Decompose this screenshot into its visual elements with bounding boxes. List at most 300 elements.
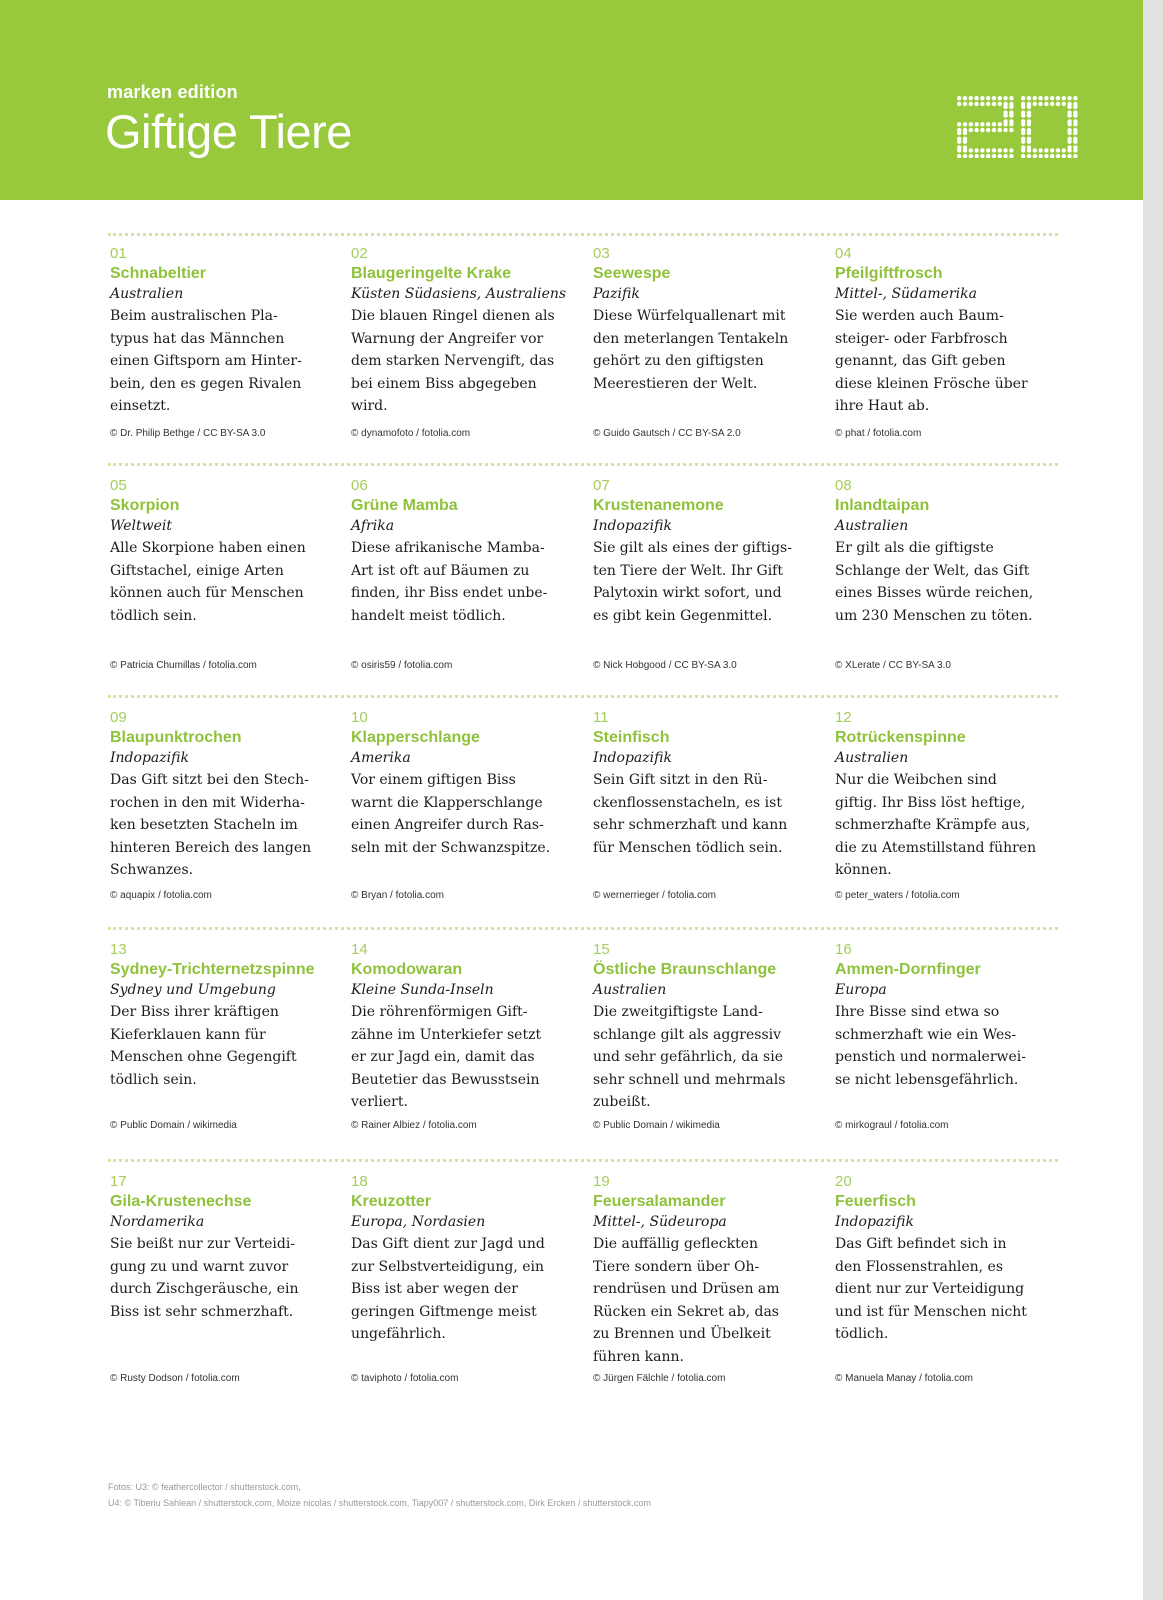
description-line: Das Gift sitzt bei den Stech-	[110, 772, 309, 788]
photo-credit: © Nick Hobgood / CC BY-SA 3.0	[593, 660, 737, 671]
description-line: gehört zu den giftigsten	[593, 353, 764, 369]
number-dot	[1067, 122, 1071, 126]
description-line: seln mit der Schwanzspitze.	[351, 839, 551, 856]
card-number: 11	[593, 709, 609, 726]
number-dot	[957, 140, 961, 144]
number-dot	[1027, 105, 1031, 109]
animal-name: Feuerfisch	[835, 1193, 916, 1210]
animal-region: Indopazifik	[835, 1214, 914, 1230]
page-edge-shadow	[1143, 0, 1163, 1600]
description-line: einsetzt.	[110, 398, 171, 414]
description-line: Beim australischen Pla-	[110, 308, 278, 324]
number-dot	[957, 131, 961, 135]
animal-card	[593, 1173, 831, 1368]
photo-credit: © Rainer Albiez / fotolia.com	[351, 1120, 477, 1131]
number-dot	[1050, 148, 1054, 152]
card-number: 15	[593, 941, 610, 958]
card-number: 20	[835, 1173, 852, 1190]
photo-credit: © Dr. Philip Bethge / CC BY-SA 3.0	[110, 428, 266, 439]
animal-region: Pazifik	[593, 286, 640, 302]
card-number: 06	[351, 477, 368, 494]
card-number: 17	[110, 1173, 127, 1190]
card-number: 03	[593, 245, 610, 262]
card-number: 07	[593, 477, 610, 494]
description-line: schmerzhafte Krämpfe aus,	[835, 817, 1031, 833]
animal-name: Schnabeltier	[110, 265, 207, 282]
animal-name: Gila-Krustenechse	[110, 1193, 252, 1210]
animal-name: Blaupunktrochen	[110, 729, 242, 746]
description-line: es gibt kein Gegenmittel.	[593, 607, 773, 624]
animal-name: Kreuzotter	[351, 1193, 432, 1210]
number-dot	[963, 140, 967, 144]
animal-region: Mittel-, Südeuropa	[593, 1214, 727, 1230]
number-dot	[1003, 96, 1007, 100]
description-line: Palytoxin wirkt sofort, und	[593, 585, 782, 601]
description-line: Er gilt als die giftigste	[835, 540, 994, 556]
description-line: Art ist oft auf Bäumen zu	[351, 562, 530, 579]
number-dot	[969, 122, 973, 126]
animal-card	[351, 709, 589, 859]
animal-region: Europa	[835, 982, 887, 998]
page-title: Giftige Tiere	[105, 105, 352, 158]
number-dot	[980, 148, 984, 152]
photo-credit: © Jürgen Fälchle / fotolia.com	[593, 1373, 726, 1384]
number-dot	[1038, 96, 1042, 100]
animal-card	[835, 941, 1073, 1091]
description-line: Sein Gift sitzt in den Rü-	[593, 772, 768, 788]
description-line: zu Brennen und Übelkeit	[593, 1326, 771, 1342]
number-dot	[1033, 148, 1037, 152]
description-line: zur Selbstverteidigung, ein	[351, 1258, 545, 1275]
number-dot	[1021, 113, 1025, 117]
number-dot	[980, 96, 984, 100]
animal-card	[110, 1173, 348, 1323]
description-line: Der Biss ihrer kräftigen	[110, 1004, 279, 1020]
description-line: diese kleinen Frösche über	[835, 375, 1028, 392]
animal-region: Nordamerika	[110, 1214, 205, 1230]
description-line: Sie beißt nur zur Verteidi-	[110, 1236, 296, 1252]
description-line: tödlich sein.	[110, 607, 197, 624]
description-line: genannt, das Gift geben	[835, 353, 1006, 369]
animal-card	[351, 477, 589, 627]
description-line: sehr schnell und mehrmals	[593, 1071, 786, 1088]
animal-name: Inlandtaipan	[835, 497, 930, 514]
number-dot	[992, 128, 996, 132]
animal-card	[351, 941, 589, 1114]
number-dot	[1009, 154, 1013, 158]
animal-region: Europa, Nordasien	[351, 1214, 486, 1230]
photo-credit: © Manuela Manay / fotolia.com	[835, 1373, 973, 1384]
number-dot	[1073, 113, 1077, 117]
number-dot	[1056, 148, 1060, 152]
animal-region: Australien	[110, 286, 184, 302]
description-line: warnt die Klapperschlange	[351, 794, 543, 811]
card-number: 16	[835, 941, 852, 958]
description-line: Schwanzes.	[110, 862, 194, 878]
animal-region: Australien	[835, 750, 909, 766]
card-number: 08	[835, 477, 852, 494]
description-line: können.	[835, 862, 892, 878]
description-line: und ist für Menschen nicht	[835, 1303, 1027, 1320]
number-dot	[998, 148, 1002, 152]
animal-description	[110, 537, 348, 627]
number-dot	[1027, 113, 1031, 117]
animal-region: Küsten Südasiens, Australiens	[351, 286, 567, 302]
number-dot	[969, 154, 973, 158]
number-dot	[1056, 102, 1060, 106]
number-dot	[1021, 105, 1025, 109]
number-dot	[998, 122, 1002, 126]
animal-region: Afrika	[351, 518, 395, 534]
number-dot	[974, 122, 978, 126]
description-line: tödlich.	[835, 1326, 889, 1342]
description-line: Vor einem giftigen Biss	[351, 772, 516, 788]
description-line: steiger- oder Farbfrosch	[835, 330, 1008, 347]
number-dot	[963, 148, 967, 152]
number-dot	[1050, 96, 1054, 100]
description-line: Ihre Bisse sind etwa so	[835, 1004, 1000, 1020]
description-line: Sie werden auch Baum-	[835, 308, 1004, 324]
number-dot	[980, 128, 984, 132]
animal-description	[110, 769, 348, 882]
photo-credits-line-2: U4: © Tiberiu Sahlean / shutterstock.com, Moize nicolas / shutterstock.com, Tiapy007 / shutterstock.com, Dirk Ercken / shutterstock.com	[108, 1498, 651, 1508]
description-line: rendrüsen und Drüsen am	[593, 1281, 780, 1297]
number-dot	[1027, 148, 1031, 152]
number-dot	[1067, 154, 1071, 158]
number-dot	[1073, 105, 1077, 109]
number-dot	[1062, 102, 1066, 106]
animal-description	[351, 1001, 589, 1114]
animal-card	[835, 1173, 1073, 1346]
photo-credit: © taviphoto / fotolia.com	[351, 1373, 459, 1384]
animal-region: Australien	[593, 982, 667, 998]
number-dot	[986, 154, 990, 158]
description-line: bei einem Biss abgegeben	[351, 375, 537, 392]
number-dot	[1009, 96, 1013, 100]
description-line: schlange gilt als aggressiv	[593, 1026, 782, 1043]
description-line: Biss ist aber wegen der	[351, 1281, 518, 1297]
animal-name: Östliche Braunschlange	[593, 961, 777, 978]
animal-description	[351, 769, 589, 859]
animal-description	[593, 1001, 831, 1114]
number-dot	[1062, 96, 1066, 100]
description-line: um 230 Menschen zu töten.	[835, 607, 1033, 624]
animal-name: Ammen-Dornfinger	[835, 961, 981, 978]
description-line: Giftstachel, einige Arten	[110, 562, 284, 579]
description-line: Rücken ein Sekret ab, das	[593, 1303, 779, 1320]
animal-card	[110, 941, 348, 1091]
number-dot	[974, 148, 978, 152]
photo-credit: © Public Domain / wikimedia	[110, 1120, 237, 1131]
description-line: dient nur zur Verteidigung	[835, 1281, 1025, 1297]
card-number: 14	[351, 941, 368, 958]
animal-description	[835, 537, 1073, 627]
description-line: Schlange der Welt, das Gift	[835, 562, 1030, 579]
description-line: einen Giftsporn am Hinter-	[110, 353, 302, 369]
animal-card	[835, 709, 1073, 882]
description-line: eines Bisses würde reichen,	[835, 585, 1034, 601]
number-dot	[1067, 113, 1071, 117]
number-dot	[1038, 148, 1042, 152]
number-dot	[992, 148, 996, 152]
number-dot	[963, 154, 967, 158]
description-line: Die zweitgiftigste Land-	[593, 1004, 763, 1020]
description-line: Beutetier das Bewusstsein	[351, 1071, 540, 1088]
animal-card	[835, 477, 1073, 627]
animal-region: Weltweit	[110, 518, 173, 534]
number-dot	[963, 102, 967, 106]
animal-description	[593, 305, 831, 395]
number-dot	[980, 102, 984, 106]
number-dot	[992, 154, 996, 158]
number-dot	[1033, 96, 1037, 100]
description-line: typus hat das Männchen	[110, 330, 285, 347]
description-line: durch Zischgeräusche, ein	[110, 1281, 299, 1297]
number-dot	[1056, 96, 1060, 100]
number-dot	[963, 131, 967, 135]
description-line: Nur die Weibchen sind	[835, 772, 997, 788]
description-line: ungefährlich.	[351, 1326, 446, 1342]
animal-region: Amerika	[351, 750, 411, 766]
animal-region: Mittel-, Südamerika	[835, 286, 977, 302]
number-dot	[992, 96, 996, 100]
number-dot	[1062, 154, 1066, 158]
number-dot	[1067, 105, 1071, 109]
description-line: gung zu und warnt zuvor	[110, 1258, 289, 1275]
card-number: 12	[835, 709, 852, 726]
number-dot	[1050, 102, 1054, 106]
number-dot	[957, 154, 961, 158]
number-dot	[1003, 113, 1007, 117]
card-number: 13	[110, 941, 127, 958]
number-dot	[1009, 113, 1013, 117]
description-line: finden, ihr Biss endet unbe-	[351, 585, 548, 601]
number-dot	[992, 102, 996, 106]
animal-name: Blaugeringelte Krake	[351, 265, 512, 282]
number-dot	[998, 102, 1002, 106]
animal-card	[351, 1173, 589, 1346]
animal-name: Komodowaran	[351, 961, 463, 978]
number-dot	[1044, 102, 1048, 106]
photo-credit: © mirkograul / fotolia.com	[835, 1120, 949, 1131]
number-dot	[1073, 148, 1077, 152]
number-dot	[957, 148, 961, 152]
description-line: ckenflossenstacheln, es ist	[593, 794, 782, 811]
description-line: den Flossenstrahlen, es	[835, 1258, 1004, 1275]
photo-credit: © Guido Gautsch / CC BY-SA 2.0	[593, 428, 741, 439]
number-dot	[957, 102, 961, 106]
animal-name: Seewespe	[593, 265, 671, 282]
photo-credit: © XLerate / CC BY-SA 3.0	[835, 660, 951, 671]
animal-name: Sydney-Trichternetzspinne	[110, 961, 315, 978]
number-dot	[1021, 140, 1025, 144]
animal-name: Rotrückenspinne	[835, 729, 966, 746]
animal-card	[835, 245, 1073, 418]
card-number: 01	[110, 245, 127, 262]
description-line: Tiere sondern über Oh-	[593, 1258, 760, 1275]
animal-description	[351, 537, 589, 627]
description-line: einen Angreifer durch Ras-	[351, 817, 544, 833]
description-line: schmerzhaft wie ein Wes-	[835, 1026, 1017, 1043]
number-dot	[1003, 148, 1007, 152]
number-dot	[1073, 122, 1077, 126]
number-dot	[974, 128, 978, 132]
number-dot	[998, 96, 1002, 100]
animal-description	[110, 1001, 348, 1091]
photo-credit: © Public Domain / wikimedia	[593, 1120, 720, 1131]
number-dot	[1073, 96, 1077, 100]
animal-description	[835, 769, 1073, 882]
number-dot	[1073, 140, 1077, 144]
animal-region: Sydney und Umgebung	[110, 982, 276, 998]
description-line: wird.	[351, 398, 388, 414]
number-dot	[957, 96, 961, 100]
number-dot	[969, 102, 973, 106]
description-line: zähne im Unterkiefer setzt	[351, 1026, 542, 1043]
animal-card	[351, 245, 589, 418]
animal-description	[593, 1233, 831, 1368]
number-dot	[1033, 154, 1037, 158]
description-line: Das Gift dient zur Jagd und	[351, 1236, 545, 1252]
description-line: bein, den es gegen Rivalen	[110, 375, 302, 392]
row-separator	[108, 927, 1058, 930]
number-dot	[963, 122, 967, 126]
number-dot	[1067, 131, 1071, 135]
description-line: Menschen ohne Gegengift	[110, 1049, 297, 1065]
number-dot	[986, 148, 990, 152]
number-dot	[1009, 105, 1013, 109]
number-dot	[1027, 154, 1031, 158]
number-dot	[1044, 154, 1048, 158]
number-dot	[1044, 148, 1048, 152]
row-separator	[108, 1159, 1058, 1162]
photo-credit: © wernerrieger / fotolia.com	[593, 890, 716, 901]
description-line: er zur Jagd ein, damit das	[351, 1049, 535, 1065]
animal-name: Pfeilgiftfrosch	[835, 265, 943, 282]
photo-credit: © Patricia Chumillas / fotolia.com	[110, 660, 257, 671]
number-dot	[1050, 154, 1054, 158]
number-dot	[1009, 128, 1013, 132]
photo-credit: © phat / fotolia.com	[835, 428, 922, 439]
photo-credit: © osiris59 / fotolia.com	[351, 660, 453, 671]
number-dot	[998, 128, 1002, 132]
description-line: ten Tiere der Welt. Ihr Gift	[593, 562, 783, 579]
card-number: 04	[835, 245, 852, 262]
photo-credit: © aquapix / fotolia.com	[110, 890, 212, 901]
animal-name: Krustenanemone	[593, 497, 724, 514]
number-dot	[1056, 154, 1060, 158]
description-line: Meerestieren der Welt.	[593, 375, 758, 392]
number-dot	[1067, 148, 1071, 152]
edition-label: marken edition	[107, 82, 238, 102]
number-dot	[998, 154, 1002, 158]
description-line: Die auffällig gefleckten	[593, 1236, 759, 1252]
row-separator	[108, 695, 1058, 698]
number-dot	[1003, 154, 1007, 158]
number-dot	[969, 96, 973, 100]
description-line: hinteren Bereich des langen	[110, 839, 312, 856]
number-dot	[1027, 140, 1031, 144]
number-dot	[1021, 122, 1025, 126]
number-dot	[1044, 96, 1048, 100]
animal-name: Steinfisch	[593, 729, 670, 746]
number-dot	[957, 122, 961, 126]
number-dot	[1009, 148, 1013, 152]
description-line: se nicht lebensgefährlich.	[835, 1071, 1019, 1088]
animal-name: Klapperschlange	[351, 729, 480, 746]
animal-region: Indopazifik	[110, 750, 189, 766]
number-dot	[969, 148, 973, 152]
animal-description	[593, 769, 831, 859]
description-line: dem starken Nervengift, das	[351, 353, 555, 369]
description-line: geringen Giftmenge meist	[351, 1303, 537, 1320]
animal-name: Feuersalamander	[593, 1193, 726, 1210]
photo-credit: © Rusty Dodson / fotolia.com	[110, 1373, 240, 1384]
description-line: den meterlangen Tentakeln	[593, 330, 789, 347]
animal-card	[593, 477, 831, 627]
number-dot	[974, 102, 978, 106]
animal-region: Indopazifik	[593, 750, 672, 766]
description-line: tödlich sein.	[110, 1071, 197, 1088]
number-dot	[1038, 154, 1042, 158]
number-dot	[986, 122, 990, 126]
number-dot	[1067, 96, 1071, 100]
description-line: führen kann.	[593, 1348, 684, 1365]
number-dot	[974, 96, 978, 100]
number-dot	[1003, 128, 1007, 132]
animal-region: Kleine Sunda-Inseln	[351, 982, 494, 998]
description-line: verliert.	[351, 1094, 408, 1110]
description-line: sehr schmerzhaft und kann	[593, 817, 788, 833]
photo-credit: © dynamofoto / fotolia.com	[351, 428, 471, 439]
card-number: 10	[351, 709, 368, 726]
dot-matrix-number	[955, 94, 1079, 158]
number-dot	[1021, 154, 1025, 158]
description-line: rochen in den mit Widerha-	[110, 794, 305, 811]
animal-description	[351, 305, 589, 418]
number-dot	[1021, 148, 1025, 152]
number-dot	[1033, 102, 1037, 106]
description-line: Diese Würfelquallenart mit	[593, 308, 786, 324]
number-dot	[1062, 148, 1066, 152]
animal-description	[835, 305, 1073, 418]
description-line: zubeißt.	[593, 1094, 651, 1110]
description-line: Diese afrikanische Mamba-	[351, 540, 545, 556]
animal-card	[593, 709, 831, 859]
description-line: Die blauen Ringel dienen als	[351, 308, 555, 324]
animal-description	[351, 1233, 589, 1346]
animal-description	[593, 537, 831, 627]
photo-credit: © Bryan / fotolia.com	[351, 890, 444, 901]
number-dot	[980, 122, 984, 126]
number-dot	[1021, 131, 1025, 135]
description-line: Das Gift befindet sich in	[835, 1236, 1007, 1252]
number-dot	[986, 96, 990, 100]
number-dot	[1073, 131, 1077, 135]
number-dot	[969, 128, 973, 132]
description-line: ken besetzten Stacheln im	[110, 817, 298, 833]
description-line: Alle Skorpione haben einen	[110, 540, 306, 556]
animal-card	[593, 941, 831, 1114]
number-dot	[1038, 102, 1042, 106]
row-separator	[108, 463, 1058, 466]
animal-description	[110, 305, 348, 418]
header-banner	[0, 0, 1163, 200]
description-line: und sehr gefährlich, da sie	[593, 1049, 783, 1065]
number-dot	[986, 128, 990, 132]
animal-region: Australien	[835, 518, 909, 534]
animal-name: Skorpion	[110, 497, 180, 514]
